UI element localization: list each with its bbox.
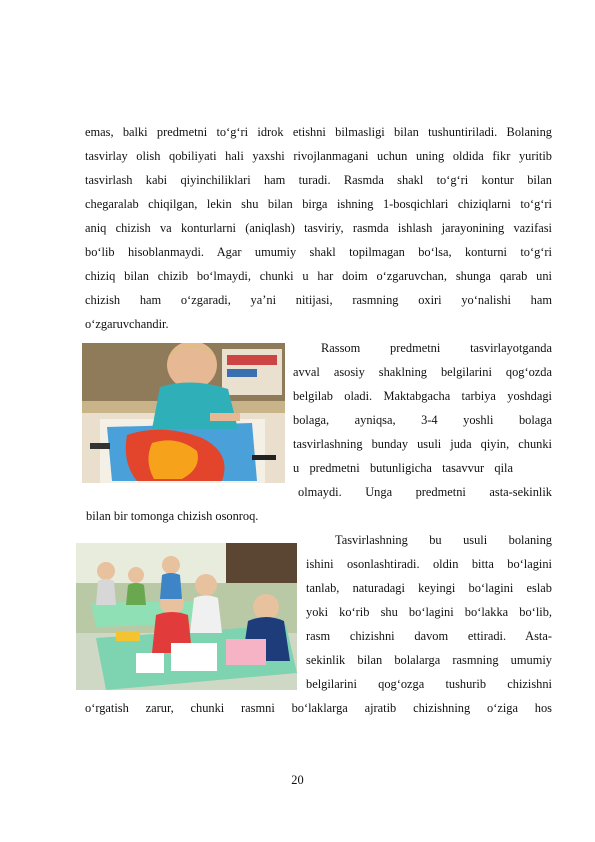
text-line: rasm chizishni davom ettiradi. Asta- <box>306 629 552 643</box>
text-line: sekinlik bilan bolalarga rasmning umumiy <box>306 653 552 667</box>
text-line: bo‘lib hisoblanmaydi. Agar umumiy shakl topilmagan bo‘lsa, konturni to‘g‘ri <box>85 245 552 259</box>
text-line: chizish ham o‘zgaradi, ya’ni nitijasi, rasmning oxiri yo‘nalishi ham <box>85 293 552 307</box>
text-line: tanlab, naturadagi keyingi bo‘lagini eslab <box>306 581 552 595</box>
text-line: tasvirlashning bunday usuli juda qiyin, chunki <box>293 437 552 451</box>
text-line: bolaga, ayniqsa, 3-4 yoshli bolaga <box>293 413 552 427</box>
text-line: tasvirlay olish qobiliyati hali yaxshi rivojlanmagani uchun uning oldida fikr yuritib <box>85 149 552 163</box>
text-line: tasvirlash kabi qiyinchiliklari ham turadi. Rasmda shakl to‘g‘ri kontur bilan <box>85 173 552 187</box>
text-line: o‘zgaruvchandir. <box>85 317 169 331</box>
text-line: Tasvirlashning bu usuli bolaning <box>335 533 552 547</box>
text-line: ishini osonlashtiradi. oldin bitta bo‘lagini <box>306 557 552 571</box>
text-line: u predmetni butunligicha tasavvur qila <box>293 461 513 475</box>
text-line: yoki ko‘rib shu bo‘lagini bo‘lakka bo‘lib, <box>306 605 552 619</box>
text-line: olmaydi. Unga predmetni asta-sekinlik <box>298 485 552 499</box>
text-line: avval asosiy shaklning belgilarini qog‘ozda <box>293 365 552 379</box>
text-line: belgilab oladi. Maktabgacha tarbiya yoshdagi <box>293 389 552 403</box>
page-number: 20 <box>291 773 304 787</box>
text-line: chegaralab chiqilgan, lekin shu bilan birga ishning 1-bosqichlari chiziqlarni to‘g‘ri <box>85 197 552 211</box>
text-line: chiziq bilan chizib bo‘lmaydi, chunki u har doim o‘zgaruvchan, shunga qarab uni <box>85 269 552 283</box>
text-line: belgilarini qog‘ozga tushurib chizishni <box>306 677 552 691</box>
text-line: aniq chizish va konturlarni (aniqlash) tasviriy, rasmda ishlash jarayonining vazifasi <box>85 221 552 235</box>
text-line: Rassom predmetni tasvirlayotganda <box>321 341 552 355</box>
text-line: emas, balki predmetni to‘g‘ri idrok etishni bilmasligi bilan tushuntiriladi. Bolaning <box>85 125 552 139</box>
text-line: bilan bir tomonga chizish osonroq. <box>86 509 259 523</box>
photo-children-group <box>76 543 297 690</box>
photo-child-painting <box>82 343 285 483</box>
text-line: o‘rgatish zarur, chunki rasmni bo‘laklarga ajratib chizishning o‘ziga hos <box>85 701 552 715</box>
